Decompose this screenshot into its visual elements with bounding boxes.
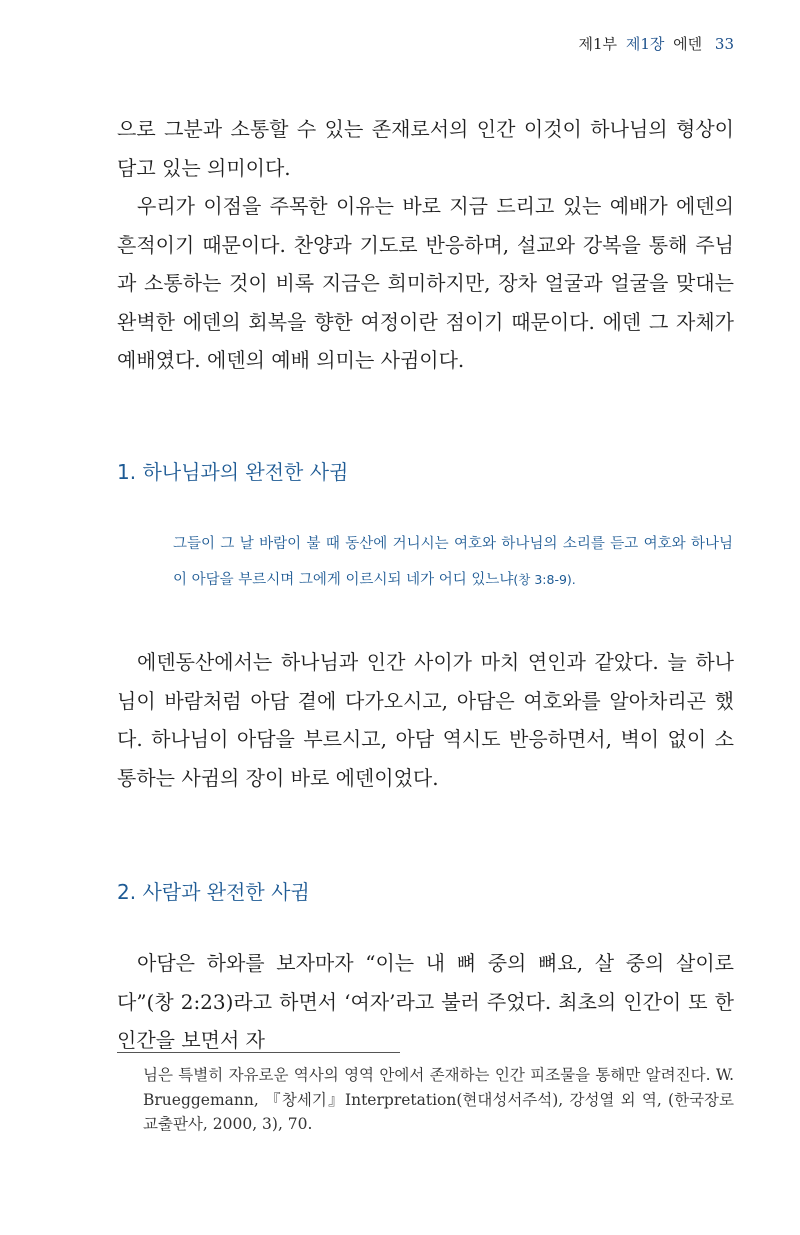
footnote-divider [117, 1052, 400, 1053]
footnote: 님은 특별히 자유로운 역사의 영역 안에서 존재하는 인간 피조물을 통해만 알려진다. W. Brueggemann, 『창세기』Interpretation(현대성서주석), 강성열 외 역, (한국장로교출판사, 2000, 3), 70. [143, 1066, 734, 1133]
intro-paragraph: 우리가 이점을 주목한 이유는 바로 지금 드리고 있는 예배가 에덴의 흔적이기 때문이다. 찬양과 기도로 반응하며, 설교와 강복을 통해 주님과 소통하는 것이 비록 지금은 희미하지만, 장차 얼굴과 얼굴을 맞대는 완벽한 에덴의 회복을 향한 여정이란 점이기 때문이다. 에덴 그 자체가 예배였다. 에덴의 예배 의미는 사귐이다. [117, 194, 734, 372]
section1-paragraph: 에덴동산에서는 하나님과 인간 사이가 마치 연인과 같았다. 늘 하나님이 바람처럼 아담 곁에 다가오시고, 아담은 여호와를 알아차리곤 했다. 하나님이 아담을 부르시고, 아담 역시도 반응하면서, 벽이 없이 소통하는 사귐의 장이 바로 에덴이었다. [117, 650, 734, 790]
header-chapter: 제1장 [625, 35, 665, 53]
header-part: 제1부 [578, 35, 618, 53]
quote-text: 그들이 그 날 바람이 불 때 동산에 거니시는 여호와 하나님의 소리를 듣고 여호와 하나님이 아담을 부르시며 그에게 이르시되 네가 어디 있느냐 [173, 536, 733, 588]
running-header [575, 33, 734, 54]
header-title: 에덴 [673, 35, 703, 53]
intro-text [117, 110, 734, 380]
page-number: 33 [714, 35, 734, 53]
section-heading-1: 1. 하나님과의 완전한 사귐 [117, 460, 349, 484]
section-heading-2: 2. 사람과 완전한 사귐 [117, 880, 310, 904]
scripture-quote [173, 527, 733, 598]
section1-text [117, 643, 734, 797]
section2-paragraph: 아담은 하와를 보자마자 “이는 내 뼈 중의 뼈요, 살 중의 살이로다”(창 2:23)라고 하면서 ‘여자’라고 불러 주었다. 최초의 인간이 또 한 인간을 보면서 자 [117, 951, 734, 1052]
quote-reference: (창 3:8-9). [513, 572, 576, 587]
intro-paragraph-continued: 으로 그분과 소통할 수 있는 존재로서의 인간 이것이 하나님의 형상이 담고 있는 의미이다. [117, 117, 734, 180]
section2-text [117, 944, 734, 1060]
